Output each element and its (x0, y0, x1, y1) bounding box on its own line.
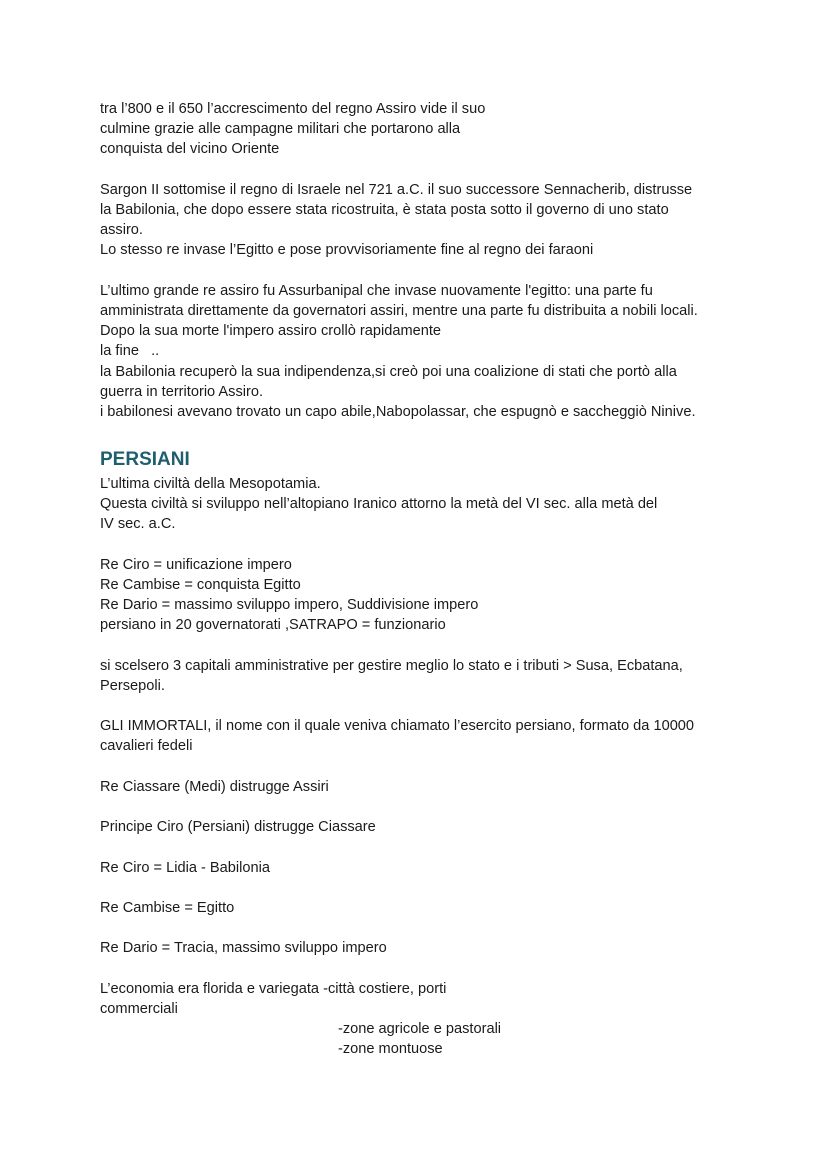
section-heading: PERSIANI (100, 449, 190, 470)
text-line: -zone montuose (338, 1041, 443, 1057)
text-line: persiano in 20 governatorati ,SATRAPO = funzionario (100, 617, 446, 633)
text-line: L’ultimo grande re assiro fu Assurbanipal che invase nuovamente l'egitto: una parte fu (100, 283, 653, 299)
text-line: Re Ciassare (Medi) distrugge Assiri (100, 779, 329, 795)
text-line: la fine .. (100, 343, 160, 359)
text-line: Questa civiltà si sviluppo nell’altopiano Iranico attorno la metà del VI sec. alla metà del (100, 496, 658, 512)
text-line: Re Cambise = conquista Egitto (100, 577, 301, 593)
text-line: Re Ciro = Lidia - Babilonia (100, 860, 270, 876)
text-line: conquista del vicino Oriente (100, 141, 280, 157)
text-line: Sargon II sottomise il regno di Israele nel 721 a.C. il suo successore Sennacherib, distrusse (100, 182, 693, 198)
text-line: L’ultima civiltà della Mesopotamia. (100, 476, 321, 492)
text-line: cavalieri fedeli (100, 738, 193, 754)
text-line: Re Cambise = Egitto (100, 900, 235, 916)
text-line: la Babilonia recuperò la sua indipendenza,si creò poi una coalizione di stati che portò alla (100, 364, 677, 380)
text-line: IV sec. a.C. (100, 516, 176, 532)
text-line: Principe Ciro (Persiani) distrugge Ciassare (100, 819, 376, 835)
text-line: Re Ciro = unificazione impero (100, 557, 292, 573)
text-line: -zone agricole e pastorali (338, 1021, 502, 1037)
text-line: guerra in territorio Assiro. (100, 384, 264, 400)
text-line: Persepoli. (100, 678, 165, 694)
text-line: Re Dario = massimo sviluppo impero, Suddivisione impero (100, 597, 479, 613)
text-line: la Babilonia, che dopo essere stata ricostruita, è stata posta sotto il governo di uno stato (100, 202, 669, 218)
text-line: Dopo la sua morte l'impero assiro crollò rapidamente (100, 323, 442, 339)
text-line: GLI IMMORTALI, il nome con il quale veniva chiamato l’esercito persiano, formato da 10000 (100, 718, 695, 734)
text-line: assiro. (100, 222, 143, 238)
text-line: commerciali (100, 1001, 178, 1017)
text-line: L’economia era florida e variegata -città costiere, porti (100, 981, 447, 997)
text-line: amministrata direttamente da governatori assiri, mentre una parte fu distribuita a nobili locali. (100, 303, 698, 319)
text-line: culmine grazie alle campagne militari che portarono alla (100, 121, 461, 137)
text-line: si scelsero 3 capitali amministrative per gestire meglio lo stato e i tributi > Susa, Ecbatana, (100, 658, 683, 674)
text-line: i babilonesi avevano trovato un capo abile,Nabopolassar, che espugnò e saccheggiò Ninive. (100, 404, 696, 420)
text-line: Re Dario = Tracia, massimo sviluppo impero (100, 940, 387, 956)
text-line: tra l’800 e il 650 l’accrescimento del regno Assiro vide il suo (100, 101, 486, 117)
text-line: Lo stesso re invase l’Egitto e pose provvisoriamente fine al regno dei faraoni (100, 242, 594, 258)
